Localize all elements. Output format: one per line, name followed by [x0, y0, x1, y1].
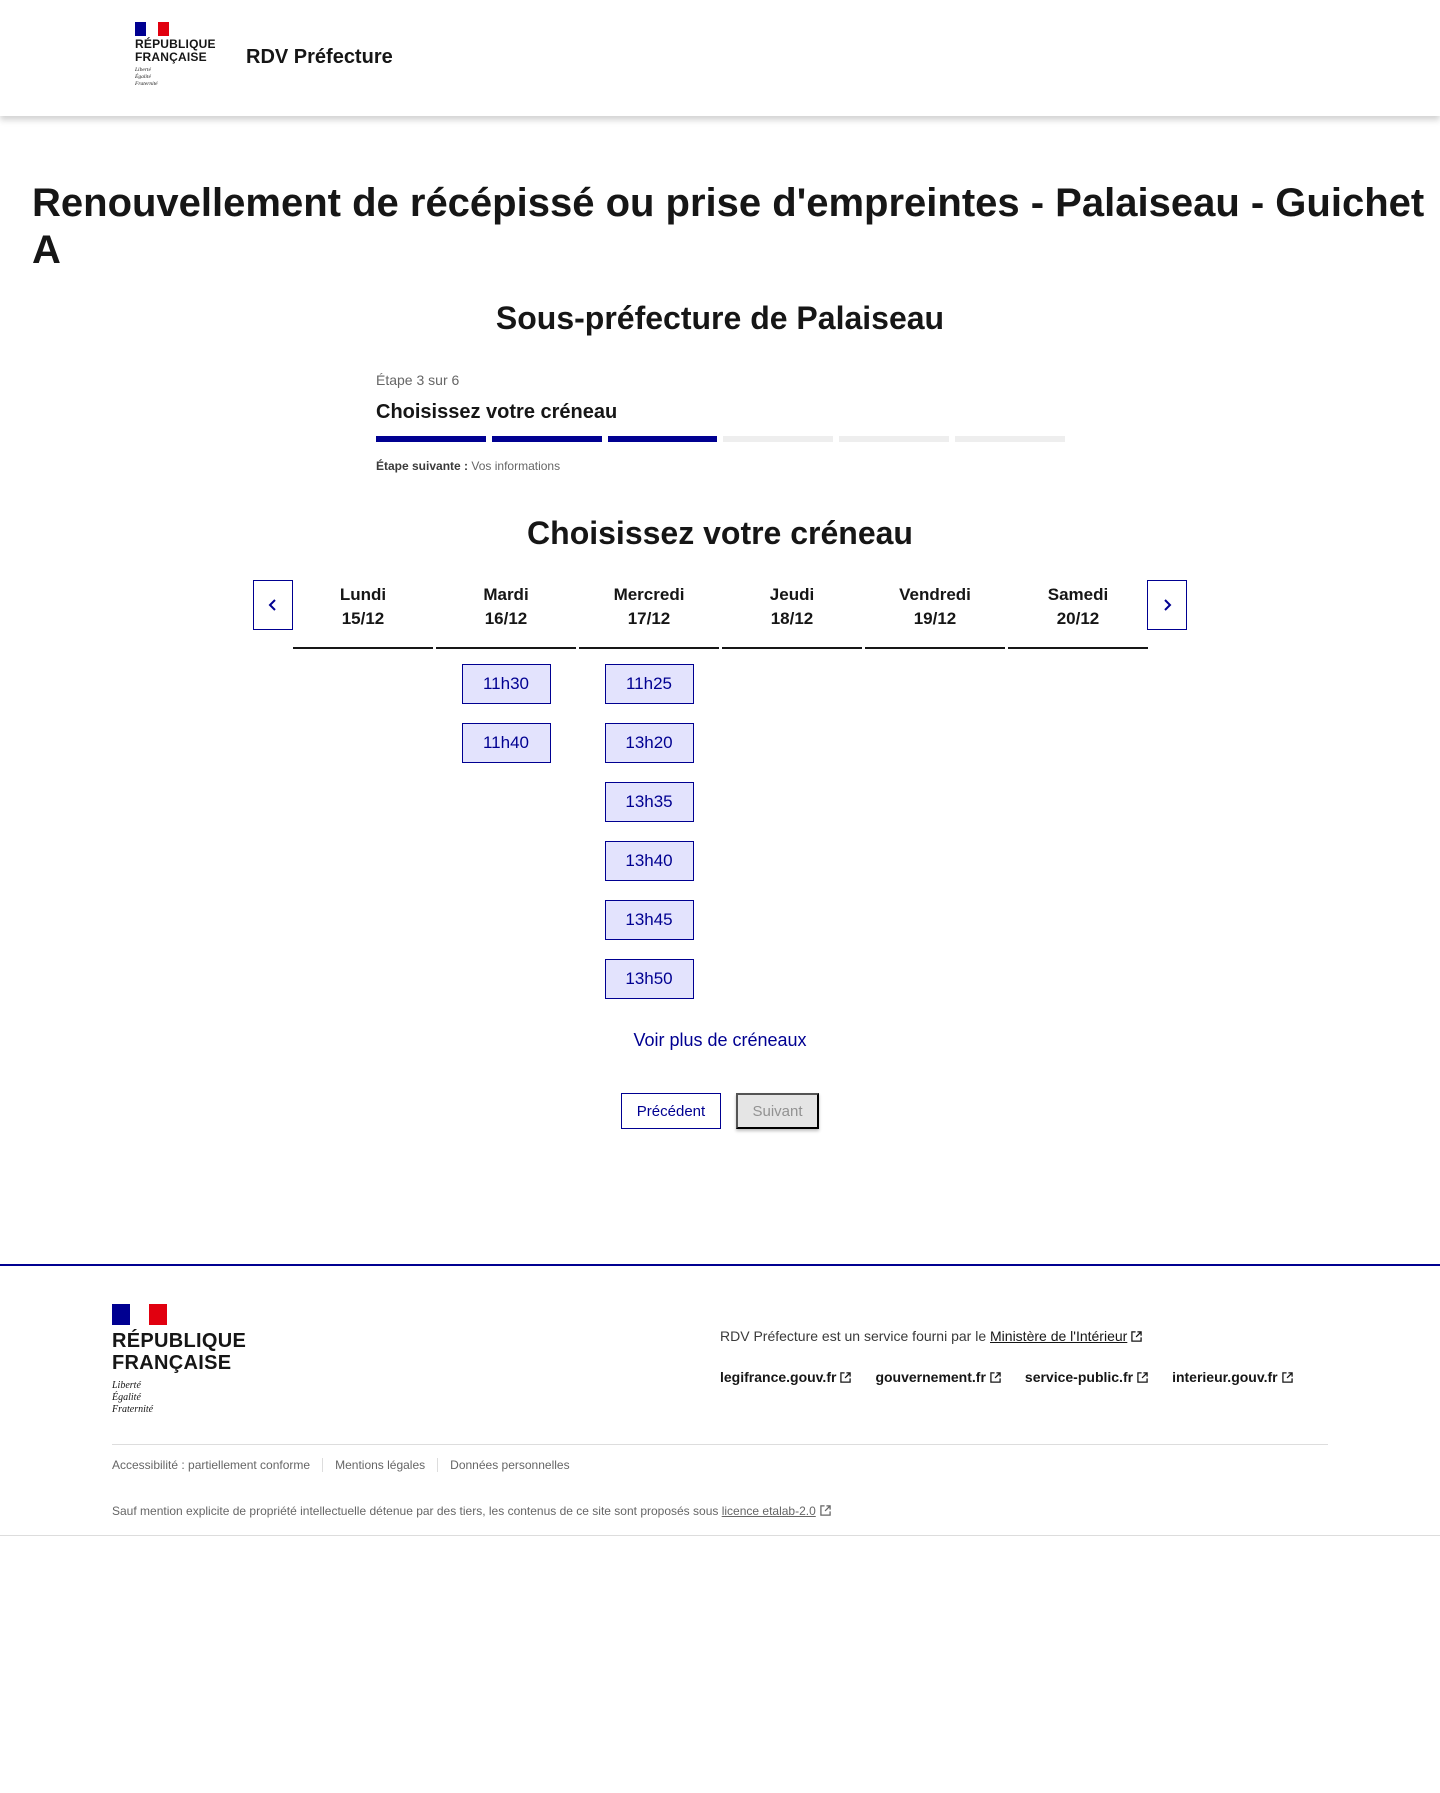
day-slots	[865, 649, 1005, 664]
republique-francaise-logo[interactable]	[135, 22, 215, 88]
day-column	[722, 580, 862, 999]
footer-link-interieur[interactable]: interieur.gouv.fr	[1172, 1369, 1293, 1385]
page-title: Renouvellement de récépissé ou prise d'empreintes - Palaiseau - Guichet A	[32, 181, 1425, 272]
stepper-bar	[723, 436, 833, 442]
form-actions	[621, 1093, 819, 1129]
stepper-bar	[839, 436, 949, 442]
footer-link-gouvernement[interactable]: gouvernement.fr	[875, 1369, 1000, 1385]
day-name: Mercredi	[613, 585, 685, 604]
stepper-bar	[492, 436, 602, 442]
day-slots	[722, 649, 862, 664]
footer-republique-logo[interactable]	[112, 1304, 246, 1416]
day-date: 18/12	[770, 609, 814, 628]
day-date: 15/12	[341, 609, 385, 628]
day-column	[579, 580, 719, 999]
stepper-bar	[376, 436, 486, 442]
footer-link-legifrance[interactable]: legifrance.gouv.fr	[720, 1369, 851, 1385]
footer-description: RDV Préfecture est un service fourni par le Ministère de l'Intérieur	[720, 1328, 1142, 1344]
day-header	[1008, 580, 1148, 649]
site-header	[0, 0, 1440, 116]
personal-data-link[interactable]: Données personnelles	[437, 1458, 581, 1472]
days-calendar	[293, 580, 1148, 999]
day-header	[722, 580, 862, 649]
previous-week-button[interactable]	[253, 580, 293, 630]
chevron-left-icon	[266, 598, 280, 612]
external-link-icon	[990, 1372, 1001, 1383]
stepper-title: Choisissez votre créneau	[376, 401, 618, 423]
day-header	[293, 580, 433, 649]
footer-links	[720, 1369, 1293, 1385]
day-slots	[436, 649, 576, 763]
slots-title: Choisissez votre créneau	[527, 515, 913, 551]
footer-republique-motto: Liberté Égalité Fraternité	[112, 1380, 154, 1415]
next-button[interactable]: Suivant	[736, 1093, 819, 1129]
stepper-progress	[376, 436, 1065, 442]
day-name: Jeudi	[769, 585, 815, 604]
stepper-next-value: Vos informations	[471, 459, 561, 473]
legal-notices-link[interactable]: Mentions légales	[322, 1458, 437, 1472]
time-slot-button[interactable]: 11h40	[462, 723, 551, 763]
republique-title: RÉPUBLIQUE FRANÇAISE	[135, 37, 216, 64]
day-date: 17/12	[627, 609, 671, 628]
external-link-icon	[820, 1505, 831, 1516]
day-slots	[579, 649, 719, 999]
service-name[interactable]: RDV Préfecture	[246, 46, 393, 68]
stepper-next-label: Étape suivante :	[376, 459, 469, 473]
day-slots	[1008, 649, 1148, 664]
accessibility-link[interactable]: Accessibilité : partiellement conforme	[112, 1458, 311, 1472]
day-header	[865, 580, 1005, 649]
stepper-bar	[955, 436, 1065, 442]
marianne-flag-icon	[112, 1304, 167, 1325]
time-slot-button[interactable]: 13h45	[605, 900, 694, 940]
footer-divider	[112, 1444, 1328, 1445]
external-link-icon	[1131, 1331, 1142, 1342]
day-name: Samedi	[1047, 585, 1109, 604]
day-column	[1008, 580, 1148, 999]
day-name: Vendredi	[899, 585, 971, 604]
day-date: 20/12	[1056, 609, 1100, 628]
chevron-right-icon	[1160, 598, 1174, 612]
time-slot-button[interactable]: 13h35	[605, 782, 694, 822]
day-name: Mardi	[483, 585, 529, 604]
stepper	[376, 372, 1065, 473]
day-slots	[293, 649, 433, 664]
stepper-next-step	[376, 459, 1065, 473]
external-link-icon	[1282, 1372, 1293, 1383]
footer-license: Sauf mention explicite de propriété intellectuelle détenue par des tiers, les contenus de ce site sont proposés sous licence etalab-2.0	[112, 1504, 831, 1518]
next-week-button[interactable]	[1147, 580, 1187, 630]
license-link[interactable]: licence etalab-2.0	[722, 1504, 831, 1518]
republique-motto: Liberté Égalité Fraternité	[135, 67, 158, 87]
day-column	[293, 580, 433, 999]
day-date: 19/12	[913, 609, 957, 628]
day-column	[436, 580, 576, 999]
external-link-icon	[840, 1372, 851, 1383]
time-slot-button[interactable]: 11h30	[462, 664, 551, 704]
previous-button[interactable]: Précédent	[621, 1093, 721, 1129]
time-slot-button[interactable]: 11h25	[605, 664, 694, 704]
day-column	[865, 580, 1005, 999]
day-header	[436, 580, 576, 649]
day-date: 16/12	[484, 609, 528, 628]
footer-republique-title: RÉPUBLIQUE FRANÇAISE	[112, 1330, 247, 1374]
day-header	[579, 580, 719, 649]
footer-bottom-links	[112, 1458, 582, 1472]
time-slot-button[interactable]: 13h20	[605, 723, 694, 763]
stepper-state: Étape 3 sur 6	[376, 372, 460, 388]
ministry-link[interactable]: Ministère de l'Intérieur	[990, 1328, 1142, 1344]
site-footer	[0, 1264, 1440, 1536]
day-name: Lundi	[339, 585, 387, 604]
stepper-bar	[608, 436, 718, 442]
external-link-icon	[1137, 1372, 1148, 1383]
office-title: Sous-préfecture de Palaiseau	[495, 300, 945, 336]
marianne-flag-icon	[135, 22, 169, 36]
time-slot-button[interactable]: 13h50	[605, 959, 694, 999]
time-slot-button[interactable]: 13h40	[605, 841, 694, 881]
footer-link-service-public[interactable]: service-public.fr	[1025, 1369, 1148, 1385]
more-slots-link[interactable]: Voir plus de créneaux	[633, 1030, 807, 1050]
